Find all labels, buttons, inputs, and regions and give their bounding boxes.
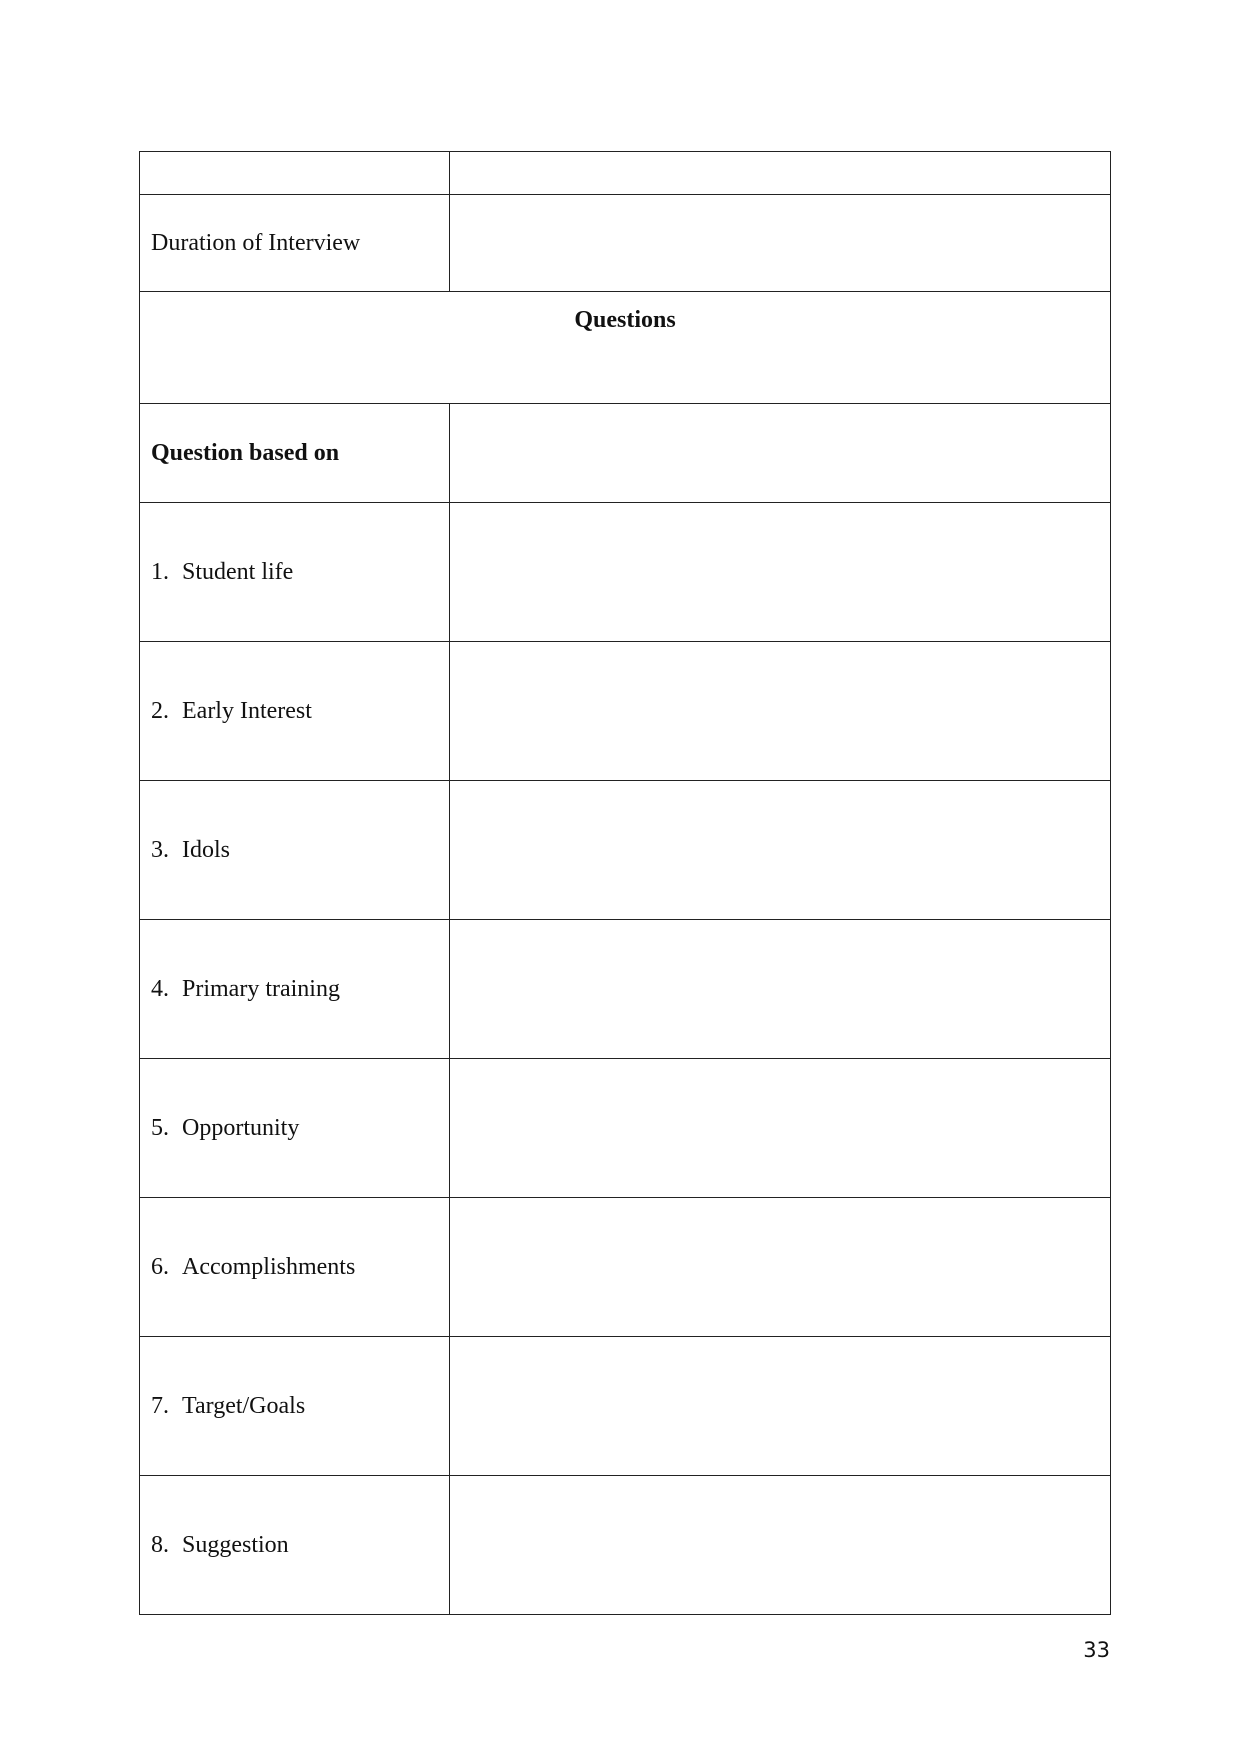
question-item-answer-cell[interactable] [450,1198,1111,1337]
empty-value-cell[interactable] [450,152,1111,195]
item-label: Early Interest [182,697,312,724]
item-number: 1. [151,558,169,585]
question-item-row [140,503,1111,642]
question-item-answer-cell[interactable] [450,503,1111,642]
question-item-label [140,503,450,642]
question-item-answer-cell[interactable] [450,781,1111,920]
question-item-row [140,1059,1111,1198]
question-item-row [140,1337,1111,1476]
item-label: Primary training [182,975,340,1002]
question-item-answer-cell[interactable] [450,1476,1111,1615]
item-number: 5. [151,1114,169,1141]
question-item-label [140,1476,450,1615]
item-number: 4. [151,975,169,1002]
question-item-row [140,1198,1111,1337]
duration-row [140,195,1111,292]
item-label: Target/Goals [182,1392,306,1419]
item-number: 7. [151,1392,169,1419]
item-number: 3. [151,836,169,863]
question-item-answer-cell[interactable] [450,1337,1111,1476]
question-item-row [140,642,1111,781]
question-item-row [140,1476,1111,1615]
item-number: 2. [151,697,169,724]
item-label: Accomplishments [182,1253,356,1280]
question-item-row [140,920,1111,1059]
item-label: Suggestion [182,1531,289,1558]
interview-form-table [139,151,1111,1615]
question-item-label [140,1059,450,1198]
question-item-answer-cell[interactable] [450,920,1111,1059]
question-item-label [140,920,450,1059]
question-based-on-value-cell[interactable] [450,404,1111,503]
question-item-answer-cell[interactable] [450,1059,1111,1198]
questions-heading: Questions [140,292,1111,404]
table-row [140,152,1111,195]
item-label: Opportunity [182,1114,300,1141]
question-based-on-label: Question based on [140,404,450,503]
question-item-label [140,781,450,920]
item-label: Idols [182,836,230,863]
item-label: Student life [182,558,294,585]
question-item-label [140,642,450,781]
question-based-on-row [140,404,1111,503]
page-number: 33 [1083,1638,1110,1662]
question-item-row [140,781,1111,920]
duration-value-cell[interactable] [450,195,1111,292]
item-number: 8. [151,1531,169,1558]
question-item-label [140,1198,450,1337]
question-item-label [140,1337,450,1476]
questions-heading-row [140,292,1111,404]
empty-label-cell [140,152,450,195]
item-number: 6. [151,1253,169,1280]
question-item-answer-cell[interactable] [450,642,1111,781]
duration-label: Duration of Interview [140,195,450,292]
